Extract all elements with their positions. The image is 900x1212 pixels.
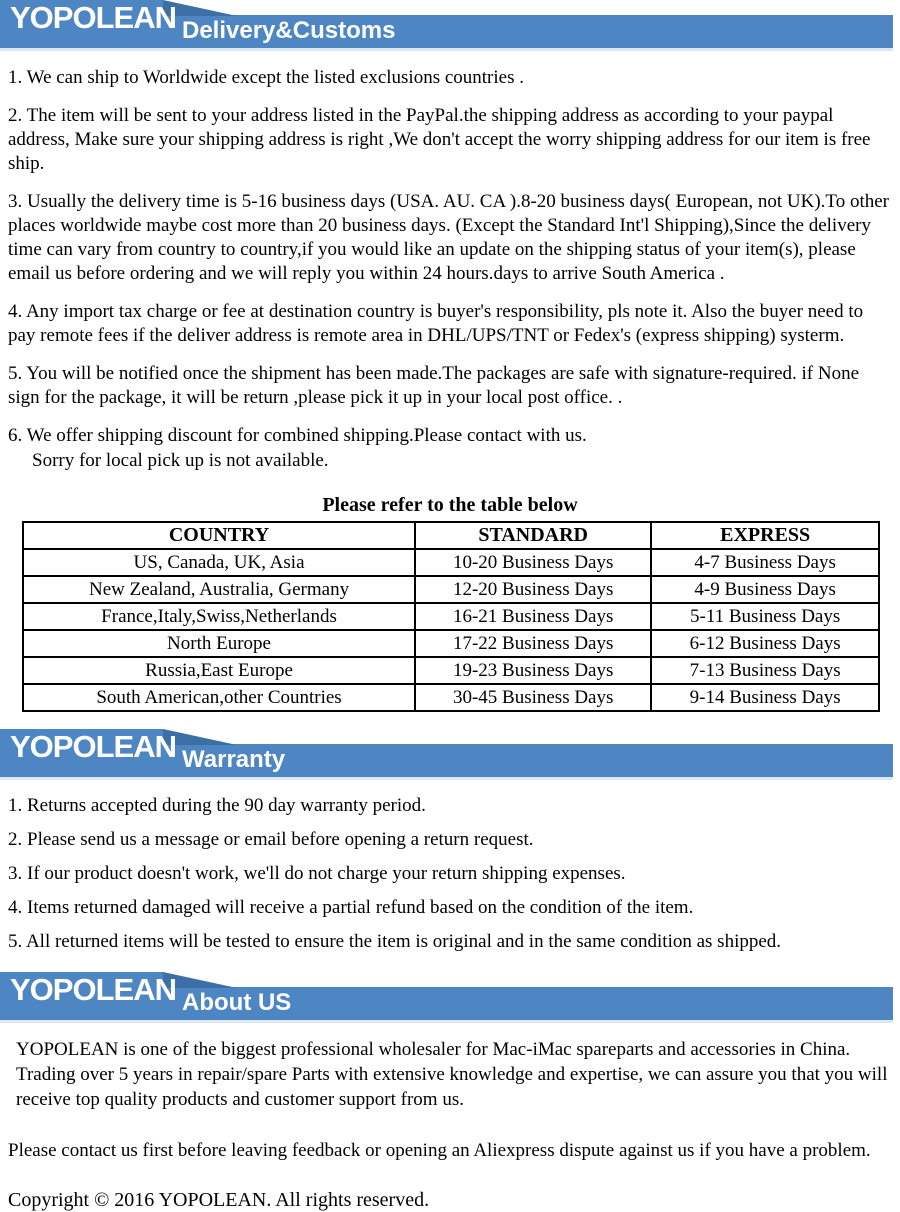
- delivery-section-title: Delivery&Customs: [182, 17, 396, 44]
- table-cell-express: 4-9 Business Days: [651, 576, 879, 603]
- warranty-list: [0, 782, 900, 954]
- brand-logo: YOPOLEAN: [10, 972, 176, 1007]
- table-cell-express: 7-13 Business Days: [651, 657, 879, 684]
- table-cell-country: New Zealand, Australia, Germany: [23, 576, 415, 603]
- table-cell-standard: 10-20 Business Days: [415, 549, 651, 576]
- delivery-paragraph-3: 3. Usually the delivery time is 5-16 business days (USA. AU. CA ).8-20 business days( European, not UK).To other places worldwide maybe cost more than 20 business days. (Except the Standard Int'l Shipping),Since the delivery time can vary from country to country,if you would like an update on the shipping status of your item(s), please email us before ordering and we will reply you within 24 hours.days to arrive South America .: [8, 191, 890, 284]
- table-cell-express: 5-11 Business Days: [651, 603, 879, 630]
- delivery-paragraph-1: 1. We can ship to Worldwide except the listed exclusions countries .: [8, 67, 524, 88]
- about-body-text: YOPOLEAN is one of the biggest professional wholesaler for Mac-iMac spareparts and accessories in China. Trading over 5 years in repair/spare Parts with extensive knowledge and expertise, we can assure you that you will receive top quality products and customer support from us.: [16, 1039, 888, 1110]
- warranty-item-4: 4. Items returned damaged will receive a partial refund based on the condition of the item.: [8, 897, 694, 918]
- table-cell-country: France,Italy,Swiss,Netherlands: [23, 603, 415, 630]
- table-row: [23, 603, 879, 630]
- table-header-standard: STANDARD: [415, 522, 651, 549]
- table-cell-express: 4-7 Business Days: [651, 549, 879, 576]
- table-cell-express: 9-14 Business Days: [651, 684, 879, 711]
- warranty-item-5: 5. All returned items will be tested to ensure the item is original and in the same condition as shipped.: [8, 931, 782, 952]
- about-section-title: About US: [182, 989, 292, 1016]
- warranty-item-2: 2. Please send us a message or email before opening a return request.: [8, 829, 534, 850]
- table-row: [23, 657, 879, 684]
- table-header-country: COUNTRY: [23, 522, 415, 549]
- table-cell-standard: 12-20 Business Days: [415, 576, 651, 603]
- table-cell-country: US, Canada, UK, Asia: [23, 549, 415, 576]
- delivery-paragraph-4: 4. Any import tax charge or fee at destination country is buyer's responsibility, pls note it. Also the buyer need to pay remote fees if the deliver address is remote area in DHL/UPS/TNT or Fedex's (express shipping) systerm.: [8, 301, 864, 346]
- shipping-table-title: Please refer to the table below: [322, 494, 578, 516]
- brand-logo: YOPOLEAN: [10, 729, 176, 764]
- table-cell-country: South American,other Countries: [23, 684, 415, 711]
- table-header-express: EXPRESS: [651, 522, 879, 549]
- warranty-item-1: 1. Returns accepted during the 90 day warranty period.: [8, 795, 426, 816]
- delivery-paragraph-2: 2. The item will be sent to your address listed in the PayPal.the shipping address as according to your paypal address, Make sure your shipping address is right ,We don't accept the worry shipping address for our item is free ship.: [8, 105, 871, 174]
- table-row: [23, 549, 879, 576]
- warranty-section-title: Warranty: [182, 746, 286, 773]
- delivery-paragraph-5: 5. You will be notified once the shipment has been made.The packages are safe with signature-required. if None sign for the package, it will be return ,please pick it up in your local post office. .: [8, 363, 860, 408]
- table-cell-standard: 17-22 Business Days: [415, 630, 651, 657]
- shipping-table: [22, 521, 880, 712]
- table-row: [23, 684, 879, 711]
- warranty-item-3: 3. If our product doesn't work, we'll do not charge your return shipping expenses.: [8, 863, 626, 884]
- table-cell-country: North Europe: [23, 630, 415, 657]
- contact-note: Please contact us first before leaving feedback or opening an Aliexpress dispute against us if you have a problem.: [8, 1140, 871, 1161]
- delivery-paragraph-6-line2: Sorry for local pick up is not available.: [32, 450, 329, 471]
- warranty-section-header: [0, 729, 900, 782]
- table-cell-standard: 30-45 Business Days: [415, 684, 651, 711]
- copyright-text: Copyright © 2016 YOPOLEAN. All rights reserved.: [8, 1189, 430, 1211]
- about-section-header: [0, 972, 900, 1025]
- table-cell-standard: 19-23 Business Days: [415, 657, 651, 684]
- table-cell-express: 6-12 Business Days: [651, 630, 879, 657]
- delivery-text-block: [0, 66, 900, 473]
- table-row: [23, 576, 879, 603]
- table-row: [23, 630, 879, 657]
- table-cell-country: Russia,East Europe: [23, 657, 415, 684]
- delivery-section-header: [0, 0, 900, 53]
- table-cell-standard: 16-21 Business Days: [415, 603, 651, 630]
- brand-logo: YOPOLEAN: [10, 0, 176, 35]
- delivery-paragraph-6: 6. We offer shipping discount for combined shipping.Please contact with us.: [8, 425, 587, 446]
- table-header-row: [23, 522, 879, 549]
